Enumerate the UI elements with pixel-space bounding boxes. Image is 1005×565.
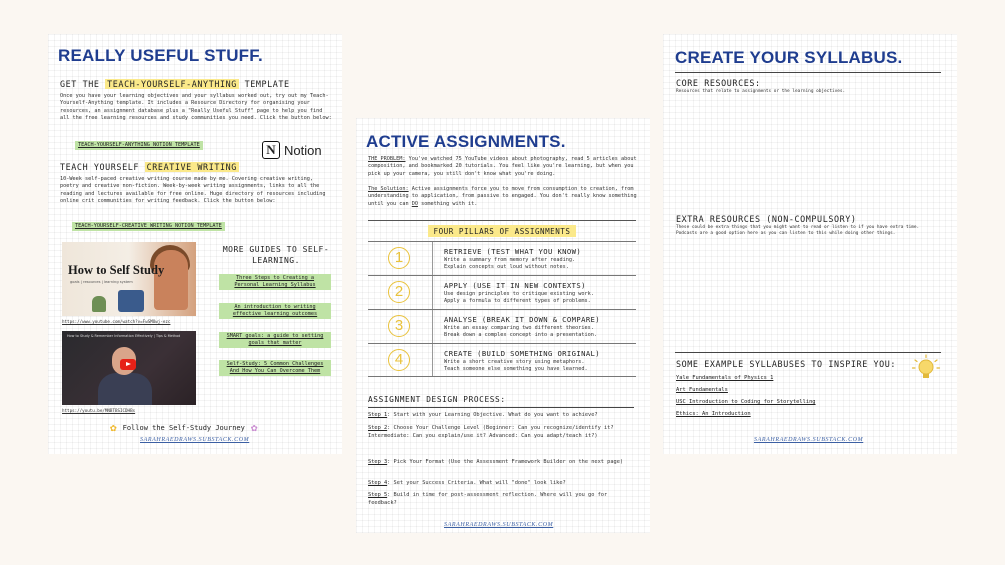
footer-link[interactable]: SARAHRAEDRAWS.SUBSTACK.COM bbox=[140, 437, 250, 443]
creative-writing-description: 10-Week self-paced creative writing course made by me. Covering creative writing, poetry and creative non-fiction. Week-by-week writing assignments, links to all the reading and lectures available for free online. Huge directory of resources including online crit communities for writing feedback. Click the button below: bbox=[60, 176, 326, 205]
page-active-assignments bbox=[356, 118, 650, 533]
step-label: Step 5 bbox=[368, 492, 388, 498]
divider bbox=[675, 72, 941, 73]
step-item bbox=[368, 411, 638, 419]
video2-link[interactable]: https://youtu.be/MNBTBSICDHBs bbox=[62, 408, 136, 413]
example-syllabus-link[interactable]: Yale Fundamentals of Physics 1 bbox=[676, 375, 774, 381]
lightbulb-icon bbox=[911, 354, 941, 384]
plant-image bbox=[92, 296, 106, 312]
step-label: Step 1 bbox=[368, 412, 388, 418]
page-create-syllabus bbox=[663, 34, 957, 454]
page-title: CREATE YOUR SYLLABUS. bbox=[675, 48, 903, 67]
page-title: ACTIVE ASSIGNMENTS. bbox=[366, 132, 566, 151]
example-syllabus-link[interactable]: Art Fundamentals bbox=[676, 387, 728, 393]
pillar-example: Write a short creative story using metaphors. bbox=[444, 359, 585, 365]
pillars-title: FOUR PILLARS OF ASSIGNMENTS bbox=[428, 225, 577, 237]
pillar-example: Teach someone else something you have learned. bbox=[444, 366, 588, 372]
pillar-row bbox=[368, 275, 636, 309]
step-label: Step 2 bbox=[368, 425, 388, 431]
guide-link-syllabus[interactable]: Three Steps to Creating a Personal Learning Syllabus bbox=[219, 274, 331, 290]
person-image bbox=[98, 373, 152, 405]
step-label: Step 4 bbox=[368, 480, 388, 486]
divider bbox=[432, 276, 433, 309]
guide-link-challenges[interactable]: Self-Study: 5 Common Challenges And How You Can Overcome Them bbox=[219, 360, 331, 376]
notion-logo bbox=[262, 141, 322, 159]
extra-resources-heading: EXTRA RESOURCES (NON-COMPULSORY) bbox=[676, 214, 857, 224]
video1-link[interactable]: https://www.youtube.com/watch?v=FwSMOwj-ezc bbox=[62, 319, 171, 324]
flower-purple-icon: ✿ bbox=[250, 421, 258, 434]
divider bbox=[432, 310, 433, 343]
solution-end: something with it. bbox=[417, 200, 478, 207]
page-really-useful-stuff bbox=[48, 34, 342, 454]
solution-text: Active assignments force you to move from consumption to creation, from understanding to application, from passive to engaged. You don't really know something until you can bbox=[368, 186, 637, 207]
video-thumbnail-study-remember[interactable] bbox=[62, 331, 196, 405]
notion-label: Notion bbox=[284, 142, 322, 158]
example-syllabus-link[interactable]: USC Introduction to Coding for Storytelling bbox=[676, 399, 816, 405]
play-icon[interactable] bbox=[120, 359, 136, 370]
pillar-example: Break down a complex concept into a presentation. bbox=[444, 332, 598, 338]
pillar-number: 2 bbox=[388, 281, 410, 303]
process-heading: ASSIGNMENT DESIGN PROCESS: bbox=[368, 395, 506, 404]
heading-text: TEACH YOURSELF bbox=[60, 162, 145, 172]
video-thumbnail-self-study[interactable] bbox=[62, 242, 196, 316]
creative-writing-button[interactable]: TEACH-YOURSELF-CREATIVE WRITING NOTION TEMPLATE bbox=[72, 222, 225, 231]
core-resources-heading: CORE RESOURCES: bbox=[676, 78, 761, 88]
step-item bbox=[368, 491, 638, 507]
solution-do: DO bbox=[411, 200, 418, 207]
pillar-example: Write an essay comparing two different theories. bbox=[444, 325, 594, 331]
divider bbox=[432, 242, 433, 275]
template-heading bbox=[60, 79, 290, 89]
footer-link[interactable]: SARAHRAEDRAWS.SUBSTACK.COM bbox=[754, 437, 864, 443]
step-text: : Start with your Learning Objective. What do you want to achieve? bbox=[387, 412, 598, 418]
divider bbox=[675, 352, 941, 353]
step-text: : Set your Success Criteria. What will "done" look like? bbox=[387, 480, 566, 486]
step-text: : Choose Your Challenge Level (Beginner: Can you recognize/identify it? Intermediate: Can you explain/use it? Advanced: Can you adapt/teach it?) bbox=[368, 425, 614, 439]
examples-heading: SOME EXAMPLE SYLLABUSES TO INSPIRE YOU: bbox=[676, 359, 897, 369]
problem-paragraph bbox=[368, 156, 640, 178]
solution-label: The Solution: bbox=[368, 186, 409, 192]
video-title: How to Study & Remember Information Effectively | Tips & Method bbox=[67, 334, 181, 338]
pillars-header bbox=[368, 220, 636, 234]
heading-text: GET THE bbox=[60, 79, 106, 89]
step-text: : Pick Your Format (Use the Assessment Framework Builder on the next page) bbox=[387, 459, 624, 465]
pillar-title: RETRIEVE (TEST WHAT YOU KNOW) bbox=[444, 247, 582, 256]
flower-yellow-icon: ✿ bbox=[110, 421, 117, 434]
guide-link-smart-goals[interactable]: SMART goals: a guide to setting goals that matter bbox=[219, 332, 331, 348]
guide-link-outcomes[interactable]: An introduction to writing effective learning outcomes bbox=[219, 303, 331, 319]
step-item bbox=[368, 479, 638, 487]
problem-label: THE PROBLEM: bbox=[368, 156, 406, 162]
pillar-example: Explain concepts out loud without notes. bbox=[444, 264, 569, 270]
pillar-example: Apply a formula to different types of problems. bbox=[444, 298, 591, 304]
person-image bbox=[154, 250, 188, 310]
page-title: REALLY USEFUL STUFF. bbox=[58, 46, 263, 65]
creative-writing-heading bbox=[60, 162, 239, 172]
footer-link[interactable]: SARAHRAEDRAWS.SUBSTACK.COM bbox=[444, 522, 554, 528]
divider bbox=[368, 407, 634, 408]
video-title: How to Self Study bbox=[68, 263, 165, 277]
core-resources-description: Resources that relate to assignments or the learning objectives. bbox=[676, 89, 846, 94]
follow-banner bbox=[110, 422, 257, 433]
divider bbox=[432, 344, 433, 376]
pillar-row bbox=[368, 343, 636, 377]
step-item bbox=[368, 424, 638, 440]
heading-highlight: CREATIVE WRITING bbox=[146, 162, 237, 172]
pillar-number: 1 bbox=[388, 247, 410, 269]
pillar-title: ANALYSE (BREAK IT DOWN & COMPARE) bbox=[444, 315, 600, 324]
pillar-row bbox=[368, 309, 636, 343]
pillar-number: 4 bbox=[388, 349, 410, 371]
pillar-number: 3 bbox=[388, 315, 410, 337]
pillar-example: Use design principles to critique existing work. bbox=[444, 291, 594, 297]
solution-paragraph bbox=[368, 186, 640, 208]
teach-yourself-anything-button[interactable]: TEACH-YOURSELF-ANYTHING NOTION TEMPLATE bbox=[75, 141, 203, 150]
heading-highlight: TEACH-YOURSELF-ANYTHING bbox=[107, 79, 237, 89]
video-subtitle: goals | resources | learning system bbox=[70, 280, 133, 284]
follow-text: Follow the Self-Study Journey bbox=[122, 423, 245, 432]
pillar-title: APPLY (USE IT IN NEW CONTEXTS) bbox=[444, 281, 586, 290]
problem-text: You've watched 75 YouTube videos about photography, read 5 articles about composition, and bookmarked 20 tutorials. You feel like you're learning, but when you pick up your camera, you still don't know what you're doing. bbox=[368, 156, 637, 177]
example-syllabus-link[interactable]: Ethics: An Introduction bbox=[676, 411, 751, 417]
heading-text: TEMPLATE bbox=[238, 79, 290, 89]
step-item bbox=[368, 458, 638, 466]
pillar-example: Write a summary from memory after reading. bbox=[444, 257, 576, 263]
step-text: : Build in time for post-assessment reflection. Where will you go for feedback? bbox=[368, 492, 608, 506]
notion-icon: N bbox=[262, 141, 280, 159]
step-label: Step 3 bbox=[368, 459, 388, 465]
book-image bbox=[118, 290, 144, 312]
pillar-row bbox=[368, 241, 636, 275]
extra-resources-description: These could be extra things that you might want to read or listen to if you have extra time. Podcasts are a good option here as you can listen to this while doing other things. bbox=[676, 225, 920, 236]
guides-heading: MORE GUIDES TO SELF-LEARNING. bbox=[222, 245, 330, 265]
pillar-title: CREATE (BUILD SOMETHING ORIGINAL) bbox=[444, 349, 600, 358]
template-description: Once you have your learning objectives and your syllabus worked out, try out my Teach-Yourself-Anything template. It includes a Resource Directory for organising your resources, an assignment database plus a "Really Useful Stuff" page to help you find all the free learning resources and study communities you need. Click the button below: bbox=[60, 93, 332, 122]
